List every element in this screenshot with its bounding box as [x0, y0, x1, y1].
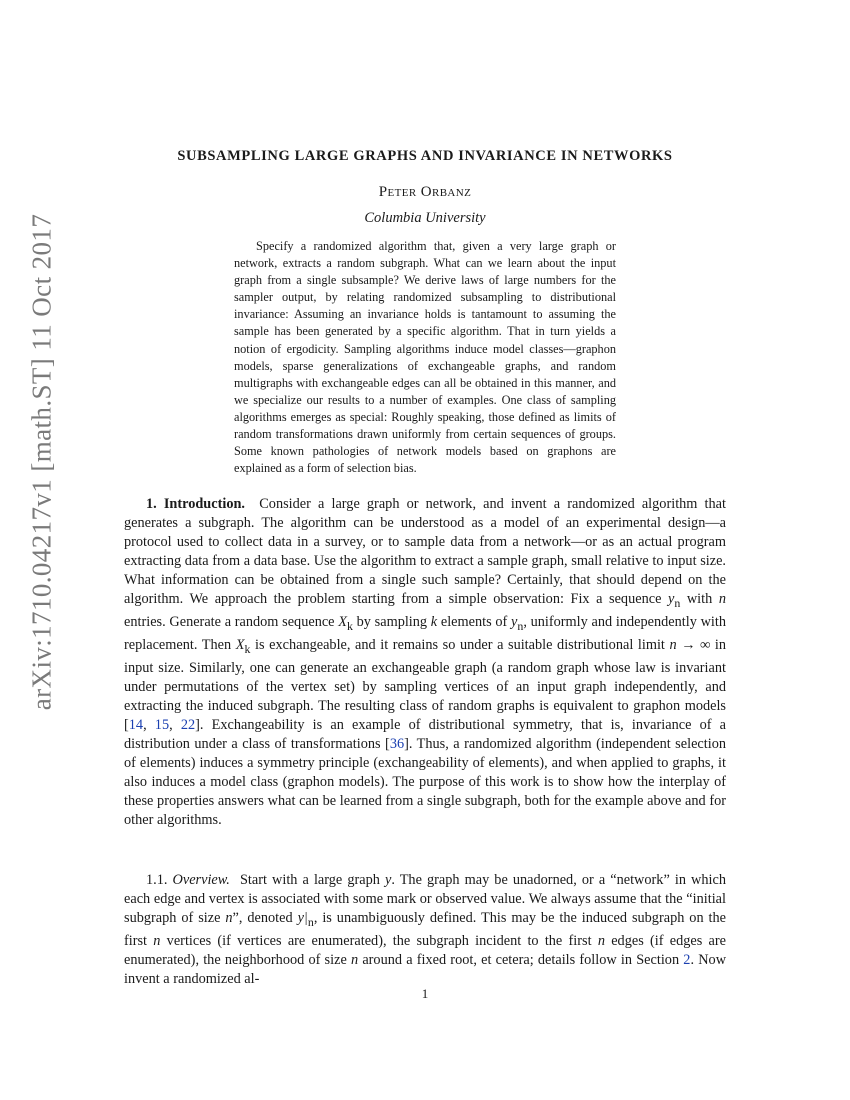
- text-run: ,: [143, 716, 155, 733]
- math-subscript: n: [674, 595, 681, 610]
- math-symbol: n: [597, 932, 605, 949]
- text-run: with: [680, 591, 719, 607]
- text-run: edges (if edges are enumerated), the neighborhood of size: [124, 932, 726, 968]
- citation-link[interactable]: 15: [154, 716, 170, 733]
- math-symbol: y: [511, 613, 518, 630]
- text-run: ]. Thus, a randomized algorithm (independent selection of elements) induces a symmetry principle (exchangeability of elements), and when applied to graphs, it also induces a model class (graphon models). The purpose of this work is to show how the interplay of these properties answers what can be learned from a single subgraph, both for the example above and for other algorithms.: [124, 735, 727, 828]
- text-run: ,: [169, 716, 181, 733]
- overview-paragraph: [124, 871, 726, 989]
- math-subscript: n: [517, 618, 524, 633]
- math-symbol: n: [225, 910, 233, 926]
- math-symbol: n: [153, 932, 161, 949]
- text-run: around a fixed root, et cetera; details follow in Section: [358, 951, 684, 968]
- introduction-paragraph: [124, 495, 726, 830]
- text-run: ”, denoted: [232, 910, 298, 926]
- text-run: by sampling: [352, 613, 431, 630]
- author-name: Peter Orbanz: [378, 184, 472, 200]
- text-run: Consider a large graph or network, and invent a randomized algorithm that generates a subgraph. The algorithm can be understood as a model of an experimental design—a protocol used to collect data in a survey, or to sample data from a network—or as an actual program extracting data from a data base. Use the algorithm to extract a sample graph, small relative to input size. What information can be obtained from a single such sample? Certainly, that should depend on the algorithm. We approach the problem starting from a simple observation: Fix a sequence: [124, 496, 726, 607]
- text-run: Start with a large graph: [239, 872, 385, 888]
- subsection-number: 1.1.: [146, 872, 168, 888]
- math-symbol: y: [667, 591, 675, 607]
- text-run: elements of: [437, 613, 512, 630]
- citation-link[interactable]: 36: [389, 735, 405, 752]
- text-run: in input size. Similarly, one can generate an exchangeable graph (a random graph whose law is invariant under permutations of the vertex set) by sampling vertices of an input graph independently, and extracting the induced subgraph. The resulting class of random graphs is equivalent to graphon models [: [124, 636, 726, 733]
- math-symbol: X: [235, 636, 245, 653]
- text-run: . Now invent a randomized al-: [124, 951, 727, 987]
- text-run: vertices (if vertices are enumerated), the subgraph incident to the first: [160, 932, 598, 949]
- text-run: ]. Exchangeability is an example of distributional symmetry, that is, invariance of a distribution under a class of transformations [: [124, 716, 726, 752]
- arxiv-identifier-stamp: arXiv:1710.04217v1 [math.ST] 11 Oct 2017: [26, 213, 57, 711]
- math-expression: n → ∞: [669, 636, 711, 653]
- math-symbol: n: [718, 591, 726, 607]
- arxiv-sidebar: [0, 0, 80, 1100]
- page-number: 1: [421, 986, 429, 1001]
- abstract: Specify a randomized algorithm that, given a very large graph or network, extracts a random subgraph. What can we learn about the input graph from a single subsample? We derive laws of large numbers for the sampler output, by relating randomized subsampling to distributional invariance: Assuming an invariance holds is tantamount to assuming the sample has been generated by a specific algorithm. That in turn yields a notion of ergodicity. Sampling algorithms induce model classes—graphon models, sparse generalizations of exchangeable graphs, and random multigraphs with exchangeable edges can all be obtained in this manner, and we specialize our results to a number of examples. One class of sampling algorithms emerges as special: Roughly speaking, those defined as limits of random transformations drawn uniformly from certain sequences of groups. Some known pathologies of network models based on graphons are explained as a form of selection bias.: [234, 239, 616, 476]
- author-affiliation: Columbia University: [364, 210, 486, 226]
- section-link[interactable]: 2: [683, 951, 691, 968]
- citation-link[interactable]: 22: [180, 716, 196, 733]
- math-subscript: k: [346, 618, 353, 633]
- math-subscript: k: [244, 641, 251, 656]
- math-symbol: n: [350, 951, 359, 968]
- math-symbol: k: [430, 613, 438, 630]
- text-run: . The graph may be unadorned, or a “network” in which each edge and vertex is associated with some mark or observed value. We always assume that the “initial subgraph of size: [124, 872, 726, 926]
- citation-link[interactable]: 14: [128, 716, 144, 733]
- text-run: is exchangeable, and it remains so under a suitable distributional limit: [250, 636, 670, 653]
- text-run: , is unambiguously defined. This may be the induced subgraph on the first: [124, 910, 726, 949]
- text-run: , uniformly and independently with replacement. Then: [124, 613, 726, 653]
- subsection-heading: Overview.: [172, 872, 230, 888]
- math-symbol: X: [338, 613, 347, 630]
- math-symbol: y|: [297, 910, 308, 926]
- paper-title: SUBSAMPLING LARGE GRAPHS AND INVARIANCE IN NETWORKS: [177, 148, 673, 164]
- math-subscript: n: [307, 914, 314, 929]
- text-run: entries. Generate a random sequence: [124, 613, 339, 630]
- math-symbol: y: [384, 872, 392, 888]
- section-heading: 1. Introduction.: [146, 496, 246, 512]
